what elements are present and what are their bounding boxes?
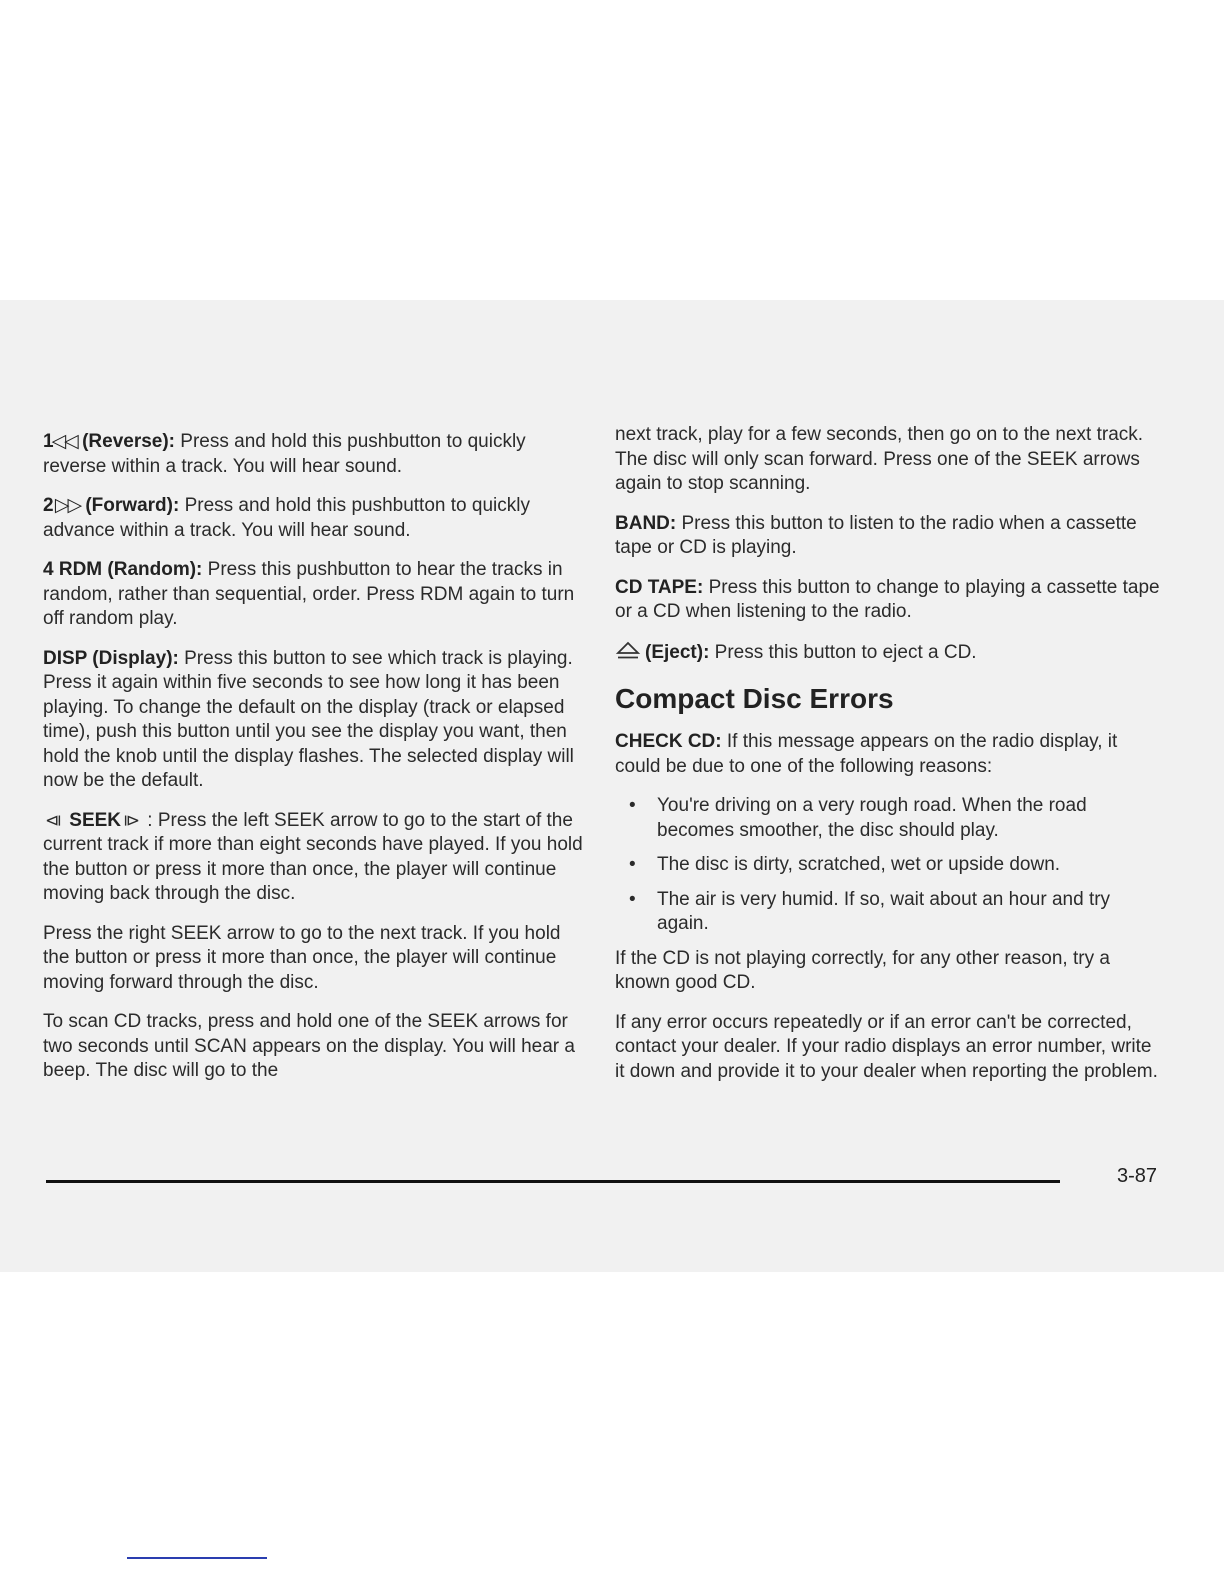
list-item: • You're driving on a very rough road. When the road becomes smoother, the disc should play. (629, 795, 1087, 841)
reasons-list (615, 794, 1160, 937)
seek-label: SEEK (69, 809, 122, 831)
right-column (615, 423, 1160, 1099)
list-item: • The disc is dirty, scratched, wet or upside down. (615, 853, 1160, 878)
seek-text: : Press the left SEEK arrow to go to the start of the current track if more than eight seconds have played. If you hold the button or press it more than once, the player will continue moving back through the disc. (43, 809, 583, 904)
forward-label: (Forward): (85, 495, 180, 516)
left-column (43, 430, 583, 1099)
band-text: Press this button to listen to the radio when a cassette tape or CD is playing. (615, 512, 1137, 558)
forward-text: Press and hold this pushbutton to quickly advance within a track. You will hear sound. (43, 495, 530, 541)
seek-back-icon: ⧏ (45, 810, 62, 830)
band-label: BAND: (615, 512, 677, 534)
band-paragraph (615, 512, 1160, 561)
seek-paragraph (43, 809, 583, 907)
seek-right-paragraph: Press the right SEEK arrow to go to the next track. If you hold the button or press it more than once, the player will continue moving forward through the disc. (43, 922, 561, 993)
reverse-text: Press and hold this pushbutton to quickly reverse within a track. You will hear sound. (43, 431, 526, 477)
footer-rule (46, 1180, 1060, 1183)
section-heading: Compact Disc Errors (615, 683, 894, 714)
error-repeat-paragraph: If any error occurs repeatedly or if an error can't be corrected, contact your dealer. If your radio displays an error number, write it down and provide it to your dealer when reporting the problem. (615, 1011, 1158, 1082)
forward-icon: 2 ▷▷ (43, 495, 81, 516)
cd-tape-text: Press this button to change to playing a cassette tape or a CD when listening to the radio. (615, 576, 1160, 622)
page-number: 3-87 (1117, 1165, 1158, 1187)
bullet-icon: • (629, 888, 636, 910)
scan-paragraph: To scan CD tracks, press and hold one of the SEEK arrows for two seconds until SCAN appears on the display. You will hear a beep. The disc will go to the (43, 1011, 575, 1081)
cd-tape-paragraph (615, 576, 1160, 625)
display-text: Press this button to see which track is playing. Press it again within five seconds to see how long it has been playing. To change the default on the display (track or elapsed time), push this button until you see the display you want, then hold the knob until the display flashes. The selected display will now be the default. (43, 647, 574, 791)
reverse-paragraph (43, 430, 583, 479)
bullet-icon: • (629, 795, 636, 816)
check-cd-text: If this message appears on the radio display, it could be due to one of the following reasons: (615, 731, 1118, 777)
reverse-icon: 1◁◁ (43, 431, 77, 452)
scan-continued-paragraph: next track, play for a few seconds, then go on to the next track. The disc will only scan forward. Press one of the SEEK arrows again to stop scanning. (615, 424, 1144, 494)
bottom-link-line (127, 1557, 267, 1559)
random-paragraph (43, 558, 583, 632)
eject-paragraph (615, 640, 1160, 668)
random-label: 4 RDM (Random): (43, 559, 203, 580)
eject-icon (615, 640, 645, 668)
eject-text: Press this button to eject a CD. (709, 641, 977, 663)
eject-label: (Eject): (645, 641, 710, 663)
seek-forward-icon: ⧐ (123, 810, 141, 830)
display-label: DISP (Display): (43, 647, 179, 669)
not-playing-paragraph: If the CD is not playing correctly, for any other reason, try a known good CD. (615, 947, 1110, 993)
reverse-label: (Reverse): (82, 431, 176, 452)
bullet-icon: • (629, 854, 636, 875)
check-cd-paragraph (615, 730, 1160, 779)
check-cd-label: CHECK CD: (615, 731, 722, 752)
cd-tape-label: CD TAPE: (615, 576, 704, 598)
forward-paragraph (43, 494, 583, 543)
display-paragraph (43, 647, 583, 794)
random-text: Press this pushbutton to hear the tracks in random, rather than sequential, order. Press RDM again to turn off random play. (43, 559, 575, 629)
list-item: • The air is very humid. If so, wait about an hour and try again. (629, 888, 1111, 934)
